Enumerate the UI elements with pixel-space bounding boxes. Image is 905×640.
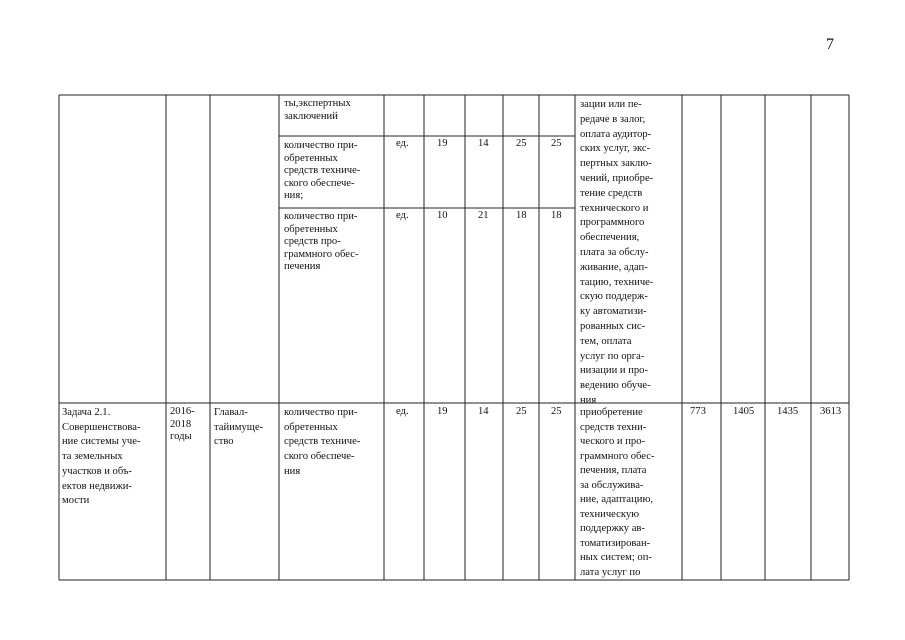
value-cell: 18 (551, 210, 562, 221)
value-cell: 10 (437, 210, 448, 221)
period: 2016- 2018 годы (170, 406, 195, 443)
indicator-continuation: ты,экспертных заключений (284, 98, 351, 122)
unit-cell: ед. (396, 406, 409, 417)
indicator-technical-means: количество при- обретенных средств техниче- ского обеспече- ния; (284, 140, 361, 202)
value-cell: 18 (516, 210, 527, 221)
value-cell: 25 (551, 138, 562, 149)
value-cell: 25 (516, 138, 527, 149)
funding-cell: 3613 (820, 406, 842, 417)
value-cell: 19 (437, 406, 448, 417)
value-cell: 14 (478, 406, 489, 417)
value-cell: 19 (437, 138, 448, 149)
task-title: Задача 2.1. Совершенствова- ние системы уче- та земельных участков и объ- ектов недвижи- мости (62, 407, 141, 507)
unit-cell: ед. (396, 210, 409, 221)
funding-cell: 1405 (733, 406, 755, 417)
value-cell: 14 (478, 138, 489, 149)
unit-cell: ед. (396, 138, 409, 149)
value-cell: 25 (551, 406, 562, 417)
value-cell: 25 (516, 406, 527, 417)
activity-description: зации или пе- редаче в залог, оплата аудитор- ских услуг, экс- пертных заклю- чений, приобре- тение средств технического и программного обеспечения, плата за обслу- живание, адап- тацию, техниче- скую поддерж- ку автоматизи- рованных сис- тем, оплата услуг по орга- низации и про- ведению обуче- ния (580, 99, 654, 406)
value-cell: 21 (478, 210, 489, 221)
executor: Главал- тайимуще- ство (214, 407, 264, 448)
page-number: 7 (826, 36, 834, 53)
funding-cell: 1435 (777, 406, 799, 417)
indicator-software-means: количество при- обретенных средств про- граммного обес- печения (284, 211, 359, 273)
funding-cell: 773 (690, 406, 706, 417)
activity-description-2: приобретение средств техни- ческого и про- граммного обес- печения, плата за обслужива- ние, адаптацию, техническую поддержку ав- томатизирован- ных систем; оп- лата услуг по (580, 407, 655, 578)
indicator-technical-means-2: количество при- обретенных средств техниче- ского обеспече- ния (284, 407, 361, 477)
